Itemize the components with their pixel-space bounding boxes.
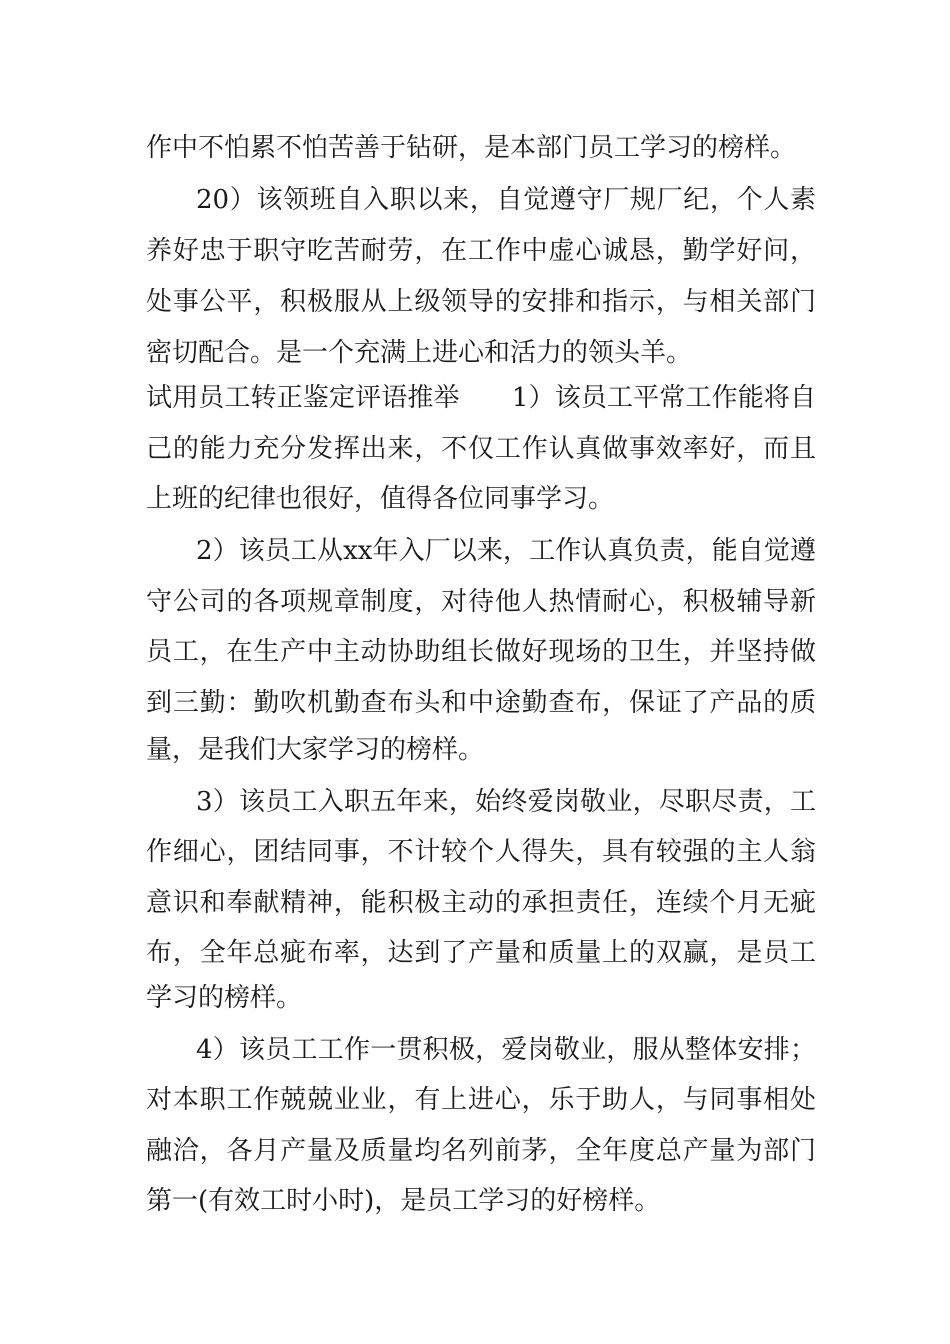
text-line-20: 对本职工作兢兢业业，有上进心，乐于助人，与同事相处 (146, 1085, 816, 1115)
text-line-7: 己的能力充分发挥出来，不仅工作认真做事效率好，而且 (146, 434, 816, 464)
text-line-10: 守公司的各项规章制度，对待他人热情耐心，积极辅导新 (146, 587, 816, 617)
text-line-16: 意识和奉献精神，能积极主动的承担责任，连续个月无疵 (146, 888, 816, 918)
text-line-8: 上班的纪律也很好，值得各位同事学习。 (146, 484, 615, 514)
text-line-14: 3）该员工入职五年来，始终爱岗敬业，尽职尽责，工 (196, 787, 816, 817)
text-line-19: 4）该员工工作一贯积极，爱岗敬业，服从整体安排； (196, 1035, 816, 1065)
text-line-4: 处事公平，积极服从上级领导的安排和指示，与相关部门 (146, 287, 816, 317)
text-line-5: 密切配合。是一个充满上进心和活力的领头羊。 (146, 338, 693, 368)
text-line-6: 试用员工转正鉴定评语推举 1）该员工平常工作能将自 (146, 383, 816, 413)
text-line-2: 20）该领班自入职以来，自觉遵守厂规厂纪，个人素 (196, 185, 816, 215)
text-line-12: 到三勤：勤吹机勤查布头和中途勤查布，保证了产品的质 (146, 688, 816, 718)
text-line-9: 2）该员工从xx年入厂以来，工作认真负责，能自觉遵 (196, 536, 816, 566)
text-line-21: 融洽，各月产量及质量均名列前茅，全年度总产量为部门 (146, 1136, 816, 1166)
text-line-15: 作细心，团结同事，不计较个人得失，具有较强的主人翁 (146, 837, 816, 867)
text-line-3: 养好忠于职守吃苦耐劳，在工作中虚心诚恳，勤学好问， (146, 236, 816, 266)
text-line-18: 学习的榜样。 (146, 983, 303, 1013)
text-line-11: 员工，在生产中主动协助组长做好现场的卫生，并坚持做 (146, 637, 816, 667)
text-line-22: 第一(有效工时小时)，是员工学习的好榜样。 (146, 1186, 661, 1216)
text-line-13: 量，是我们大家学习的榜样。 (146, 735, 485, 765)
text-line-1: 作中不怕累不怕苦善于钻研，是本部门员工学习的榜样。 (146, 133, 797, 163)
text-line-17: 布，全年总疵布率，达到了产量和质量上的双赢，是员工 (146, 938, 816, 968)
